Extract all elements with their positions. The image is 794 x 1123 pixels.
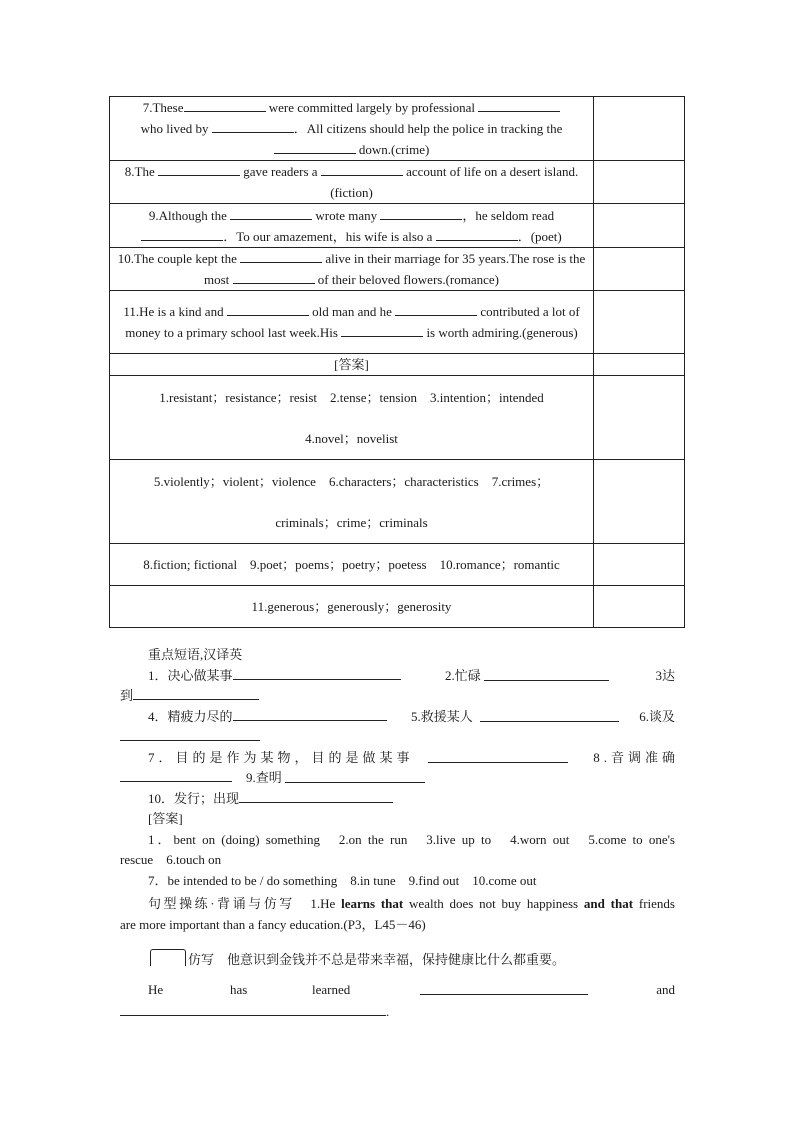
answer-blank[interactable]	[120, 768, 232, 782]
answer-line: 1．bent on (doing) something 2.on the run 3.live up to 4.worn out 5.come to one's	[148, 831, 675, 847]
answer-header: [答案]	[148, 811, 183, 826]
blank[interactable]	[274, 141, 356, 154]
question-10: 10.The couple kept the alive in their marriage for 35 years.The rose is the most of their beloved flowers.(romance)	[110, 248, 594, 291]
answer-blank[interactable]	[285, 769, 425, 783]
answer-cell[interactable]	[594, 291, 685, 354]
question-11: 11.He is a kind and old man and he contributed a lot of money to a primary school last week.His is worth admiring.(generous)	[110, 291, 594, 354]
answer-blank[interactable]	[133, 686, 259, 700]
answer-cell[interactable]	[594, 97, 685, 161]
answer-cell	[594, 586, 685, 628]
sentence-section: 句型操练·背诵与仿写 1.He learns that wealth does not buy happiness and that friends are more important than a fancy education.(P3，L45－46) 仿写 他意识到金钱并不总是带来幸福，保持健康比什么都重要。 He has learned and .	[120, 896, 675, 1019]
blank[interactable]	[158, 163, 240, 176]
answer-cell	[594, 460, 685, 544]
phrases-section: 重点短语,汉译英 1．决心做某事 2.忙碌 3达 到 4．精疲力尽的 5.救援某人 6.谈及 7．目的是作为某物，目的是做某事 8.音调准确 9.查明 10．发行；出现 [答案] 1．bent on (doing) something 2.on the run 3.live up to 4.worn out 5.come to one's rescue 6.touch on 7．be intended to be / do something 8.in tune 9.find out 10.come out	[120, 645, 675, 891]
answer-cell[interactable]	[594, 248, 685, 291]
blank[interactable]	[478, 99, 560, 112]
answer-cell[interactable]	[594, 204, 685, 248]
answer-blank[interactable]	[233, 666, 401, 680]
answer-blank[interactable]	[428, 749, 568, 763]
answer-line: rescue 6.touch on	[120, 852, 222, 867]
question-7: 7.These were committed largely by professional who lived by ．All citizens should help the police in tracking the down.(crime)	[110, 97, 594, 161]
blank[interactable]	[380, 207, 462, 220]
blank[interactable]	[341, 324, 423, 337]
answer-blank[interactable]	[480, 708, 619, 722]
answer-row: 8.fiction; fictional 9.poet；poems；poetry；poetess 10.romance；romantic	[110, 544, 594, 586]
answer-blank[interactable]	[484, 667, 609, 681]
answer-cell	[594, 354, 685, 376]
blank[interactable]	[227, 303, 309, 316]
answer-row: 11.generous；generously；generosity	[110, 586, 594, 628]
section-title: 句型操练·背诵与仿写	[148, 896, 295, 911]
blank[interactable]	[230, 207, 312, 220]
answer-row: 1.resistant；resistance；resist 2.tense；tension 3.intention；intended 4.novel；novelist	[110, 376, 594, 460]
answer-header: [答案]	[110, 354, 594, 376]
answer-row: 5.violently；violent；violence 6.characters；characteristics 7.crimes； criminals；crime；criminals	[110, 460, 594, 544]
exercise-table	[109, 96, 685, 628]
question-8: 8.The gave readers a account of life on a desert island.(fiction)	[110, 161, 594, 204]
answer-blank[interactable]	[420, 981, 588, 995]
blank[interactable]	[321, 163, 403, 176]
blank[interactable]	[436, 228, 518, 241]
blank[interactable]	[212, 120, 294, 133]
blank[interactable]	[240, 250, 322, 263]
answer-blank[interactable]	[120, 1002, 386, 1016]
bracket-icon	[150, 949, 186, 966]
blank[interactable]	[141, 228, 223, 241]
answer-blank[interactable]	[233, 707, 387, 721]
answer-cell[interactable]	[594, 161, 685, 204]
blank[interactable]	[184, 99, 266, 112]
answer-blank[interactable]	[120, 727, 260, 741]
section-title: 重点短语,汉译英	[148, 647, 243, 662]
answer-blank[interactable]	[239, 789, 393, 803]
question-9: 9.Although the wrote many ，he seldom read ．To our amazement，his wife is also a ．(poet)	[110, 204, 594, 248]
answer-cell	[594, 376, 685, 460]
answer-cell	[594, 544, 685, 586]
blank[interactable]	[233, 271, 315, 284]
answer-line: 7．be intended to be / do something 8.in tune 9.find out 10.come out	[148, 872, 537, 888]
blank[interactable]	[395, 303, 477, 316]
